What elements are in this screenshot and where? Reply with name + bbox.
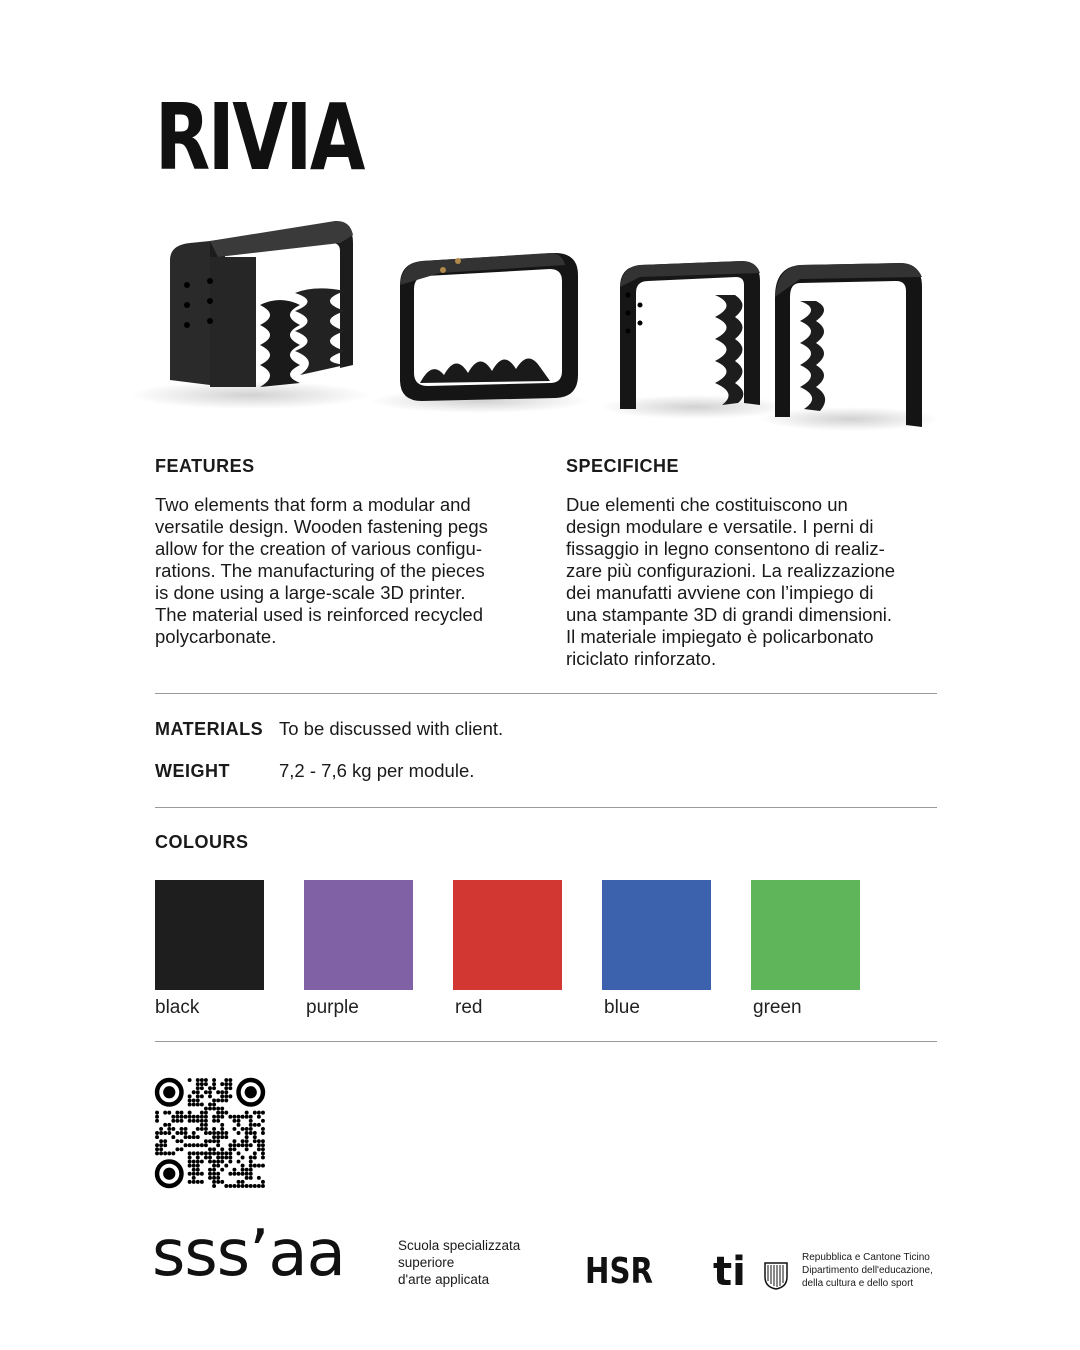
specifiche-line: zare più configurazioni. La realizzazione — [566, 560, 896, 581]
ti-cantone-logo — [713, 1247, 789, 1295]
module-loop — [400, 253, 578, 401]
features-line: is done using a large-scale 3D printer. — [155, 582, 466, 603]
features-line: allow for the creation of various configu- — [155, 538, 483, 559]
colours-heading: COLOURS — [155, 832, 249, 852]
features-line: Two elements that form a modular and — [155, 494, 471, 515]
specifiche-line: una stampante 3D di grandi dimensioni. — [566, 604, 892, 625]
colour-swatch-green — [751, 880, 860, 990]
specifiche-paragraph — [566, 494, 895, 670]
colour-swatch-blue — [602, 880, 711, 990]
specifiche-line: design modulare e versatile. I perni di — [566, 516, 874, 537]
materials-label: MATERIALS — [155, 719, 264, 739]
colour-label-purple: purple — [306, 997, 359, 1018]
colour-swatch-black — [155, 880, 264, 990]
hsr-logo — [584, 1250, 654, 1292]
ti-logo-text: ti — [713, 1249, 746, 1295]
qr-code[interactable] — [155, 1078, 265, 1188]
ti-department-text: Repubblica e Cantone Ticino Dipartimento dell'educazione, della cultura e dello sport — [802, 1252, 933, 1289]
colour-label-green: green — [753, 997, 802, 1018]
product-image — [110, 205, 980, 445]
features-line: The material used is reinforced recycled — [155, 604, 484, 625]
hsr-logo-text: HSR — [585, 1251, 653, 1292]
materials-value: To be discussed with client. — [279, 718, 504, 739]
colour-label-red: red — [455, 997, 483, 1018]
weight-label: WEIGHT — [155, 761, 230, 781]
specifiche-line: riciclato rinforzato. — [566, 648, 717, 669]
sssaa-logo: sss’aa — [152, 1217, 345, 1291]
specifiche-line: fissaggio in legno consentono di realiz- — [566, 538, 885, 559]
specifiche-line: Il materiale impiegato è policarbonato — [566, 626, 874, 647]
divider — [155, 693, 937, 694]
colour-swatch-red — [453, 880, 562, 990]
divider — [155, 1041, 937, 1042]
specifiche-heading: SPECIFICHE — [566, 456, 680, 476]
colour-label-black: black — [155, 997, 200, 1018]
specifiche-line: Due elementi che costituiscono un — [566, 494, 848, 515]
features-paragraph — [155, 494, 488, 648]
colour-label-blue: blue — [604, 997, 640, 1018]
features-line: versatile design. Wooden fastening pegs — [155, 516, 488, 537]
school-name: Scuola specializzata superiore d'arte applicata — [398, 1238, 521, 1287]
specifiche-line: dei manufatti avviene con l’impiego di — [566, 582, 874, 603]
weight-value: 7,2 - 7,6 kg per module. — [279, 760, 475, 781]
page-title: RIVIA — [155, 84, 364, 191]
features-line: rations. The manufacturing of the pieces — [155, 560, 485, 581]
features-heading: FEATURES — [155, 456, 255, 476]
divider — [155, 807, 937, 808]
colour-swatch-purple — [304, 880, 413, 990]
features-line: polycarbonate. — [155, 626, 277, 647]
